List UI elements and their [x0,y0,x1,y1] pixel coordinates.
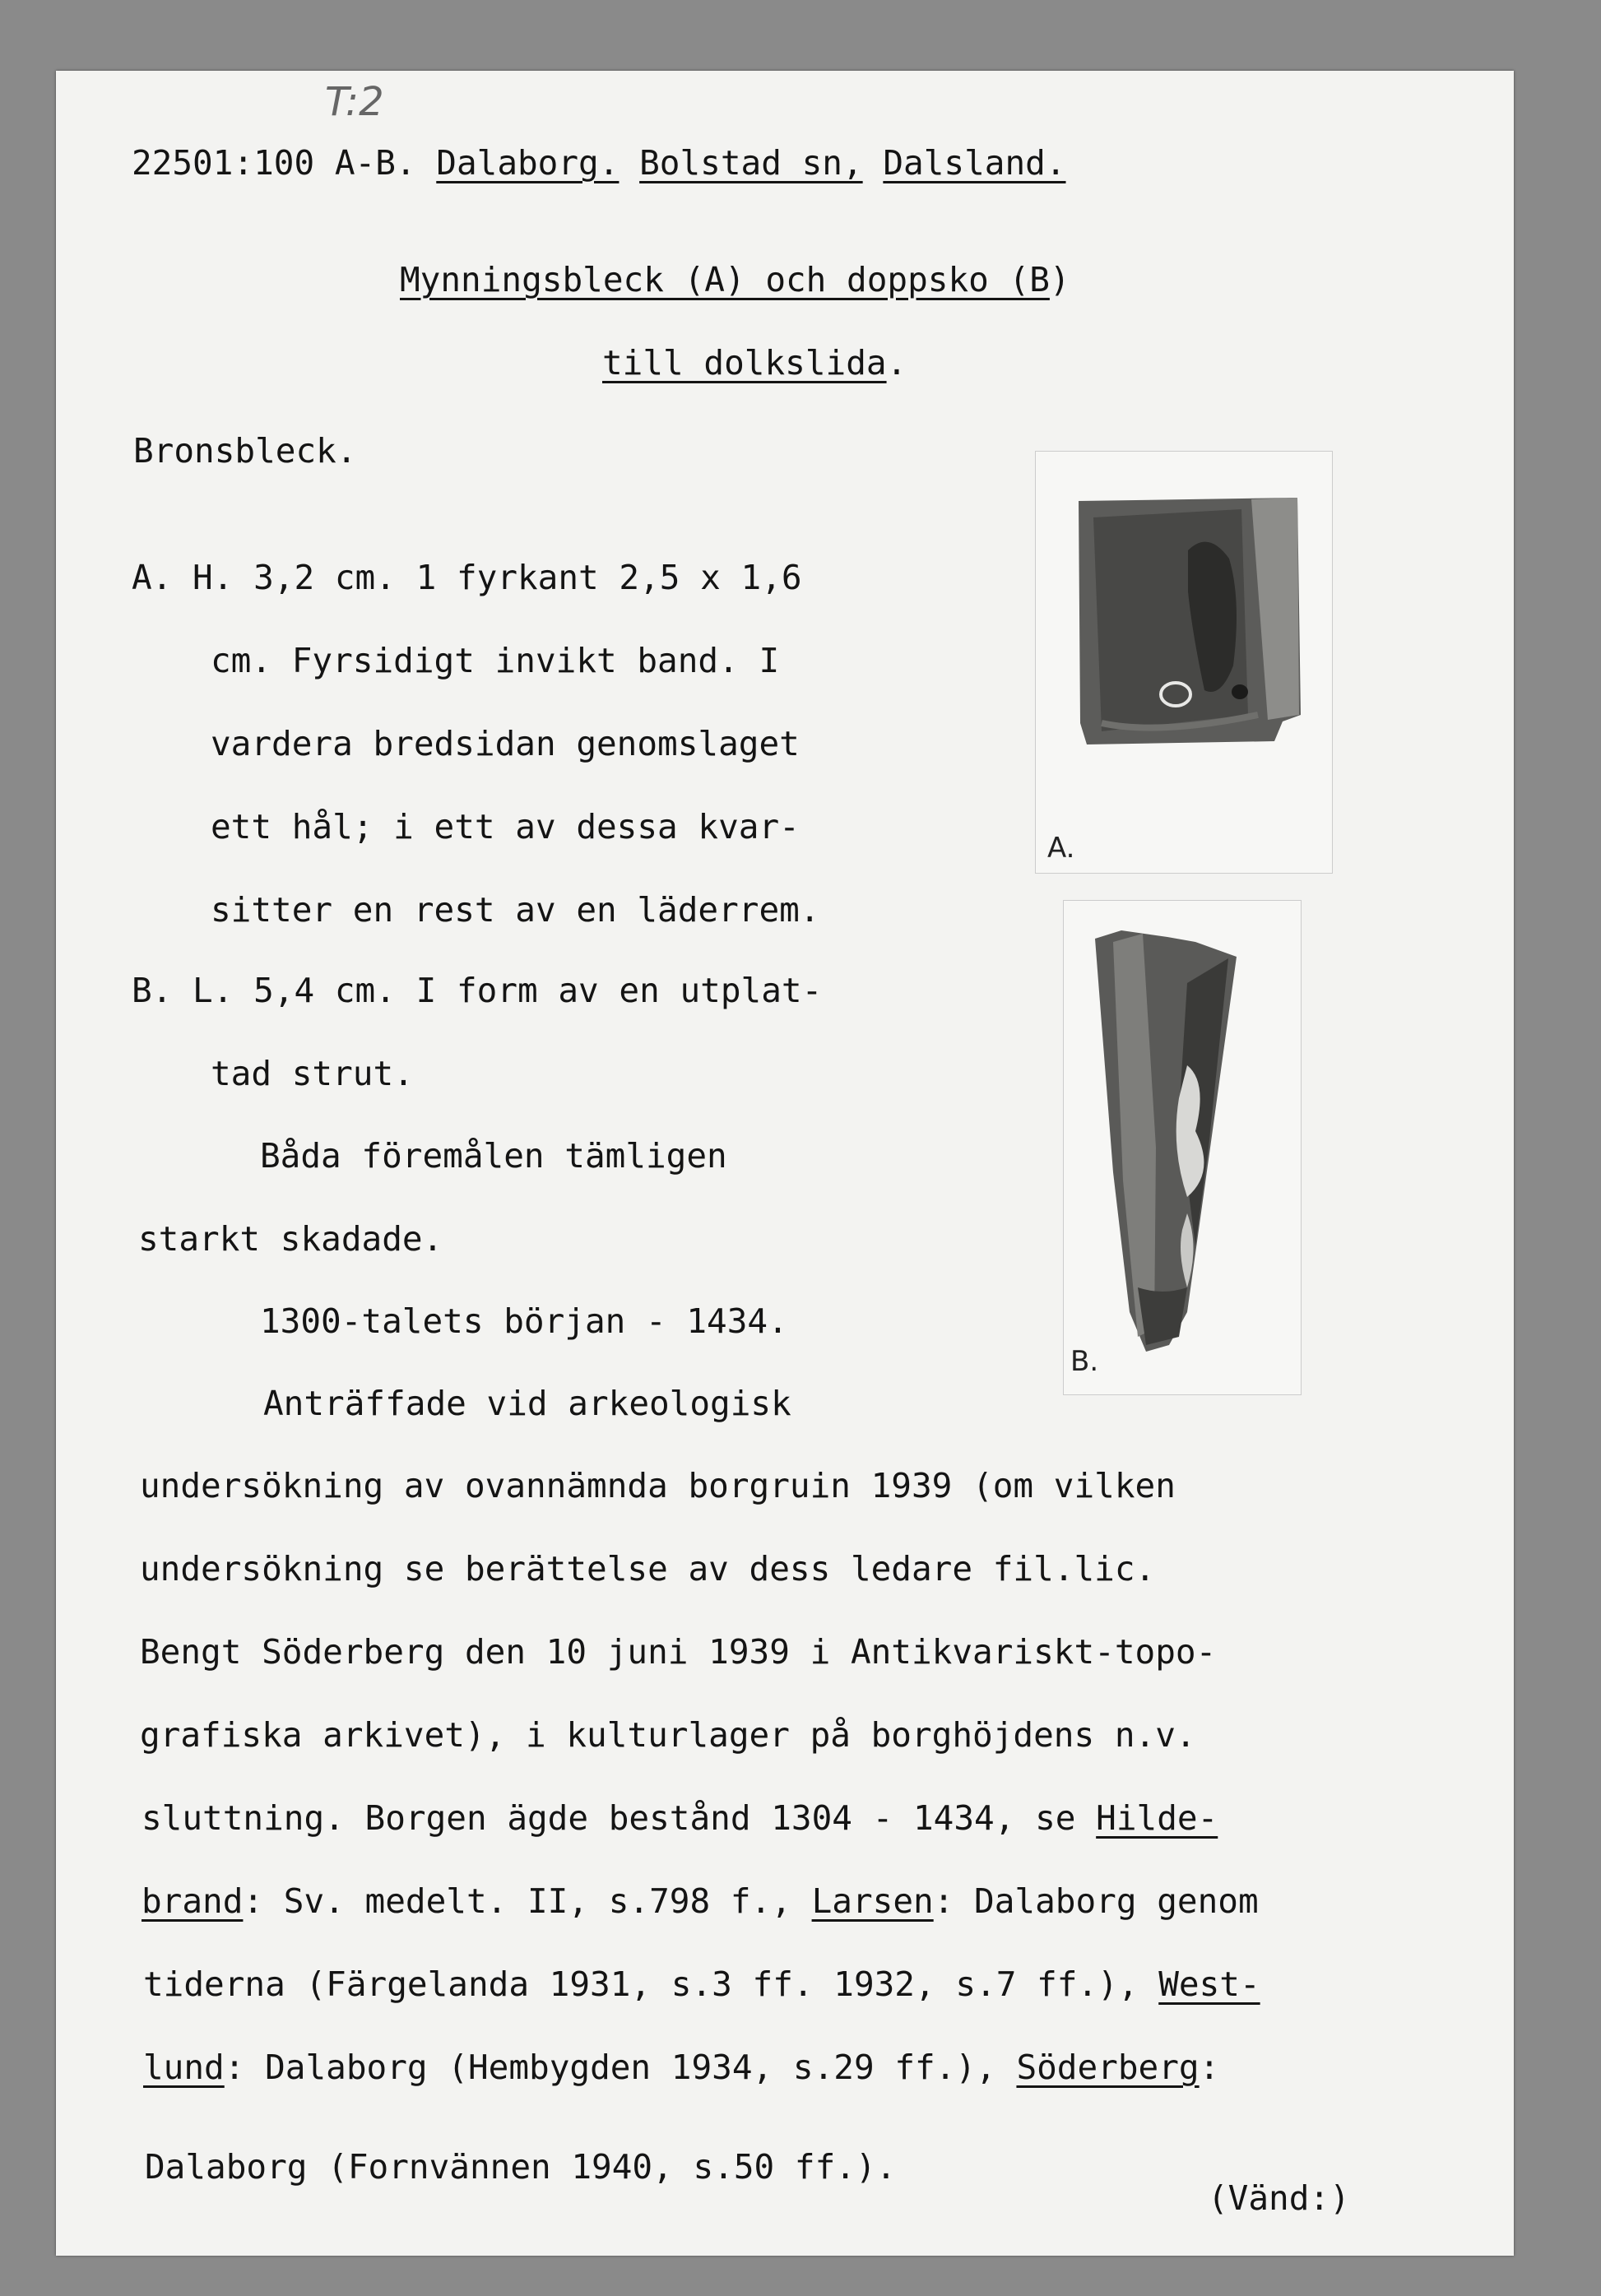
reference-line: lund: Dalaborg (Hembygden 1934, s.29 ff.), Söderberg: [143,2048,1220,2087]
photo-b [1063,900,1302,1395]
find-line: undersökning av ovannämnda borgruin 1939 (om vilken [140,1466,1176,1505]
condition-line: Båda föremålen tämligen [260,1136,727,1176]
find-line: undersökning se berättelse av dess ledare fil.lic. [140,1549,1156,1589]
reference-line: tiderna (Färgelanda 1931, s.3 ff. 1932, s.7 ff.), West- [143,1964,1260,2004]
desc-a-line: vardera bredsidan genomslaget [211,724,800,763]
photo-a-label: A. [1047,832,1075,865]
catalog-card [56,71,1514,2256]
desc-b-line: B. L. 5,4 cm. I form av en utplat- [132,971,823,1010]
site-name: Dalaborg. [436,143,620,183]
desc-a-line: cm. Fyrsidigt invikt band. I [211,641,780,680]
province-name: Dalsland. [883,143,1066,183]
photo-b-label: B. [1070,1345,1099,1378]
catalog-number: 22501:100 A-B. [132,143,416,183]
find-line: grafiska arkivet), i kulturlager på borghöjdens n.v. [140,1715,1196,1755]
reference-line: sluttning. Borgen ägde bestånd 1304 - 1434, se Hilde- [142,1798,1218,1838]
material: Bronsbleck. [133,431,357,471]
dating: 1300-talets början - 1434. [260,1301,788,1341]
reference-line: Dalaborg (Fornvännen 1940, s.50 ff.). [145,2147,897,2187]
desc-a-line: ett hål; i ett av dessa kvar- [211,807,800,847]
desc-b-line: tad strut. [211,1054,414,1093]
turn-over-note: (Vänd:) [1208,2178,1350,2218]
mouth-plate-image [1036,452,1332,873]
handwritten-mark: T:2 [325,79,384,125]
card-header [132,143,1066,183]
find-intro: Anträffade vid arkeologisk [263,1384,791,1423]
chape-image [1064,901,1301,1394]
desc-a-line: A. H. 3,2 cm. 1 fyrkant 2,5 x 1,6 [132,558,802,597]
reference-line: brand: Sv. medelt. II, s.798 f., Larsen: Dalaborg genom [142,1881,1259,1921]
photo-a [1035,451,1333,874]
title-line-1: Mynningsbleck (A) och doppsko (B) [400,260,1070,299]
desc-a-line: sitter en rest av en läderrem. [211,890,820,930]
find-line: Bengt Söderberg den 10 juni 1939 i Antikvariskt-topo- [140,1632,1217,1672]
condition-line: starkt skadade. [138,1219,443,1259]
parish-name: Bolstad sn, [639,143,863,183]
title-line-2: till dolkslida. [602,343,907,383]
